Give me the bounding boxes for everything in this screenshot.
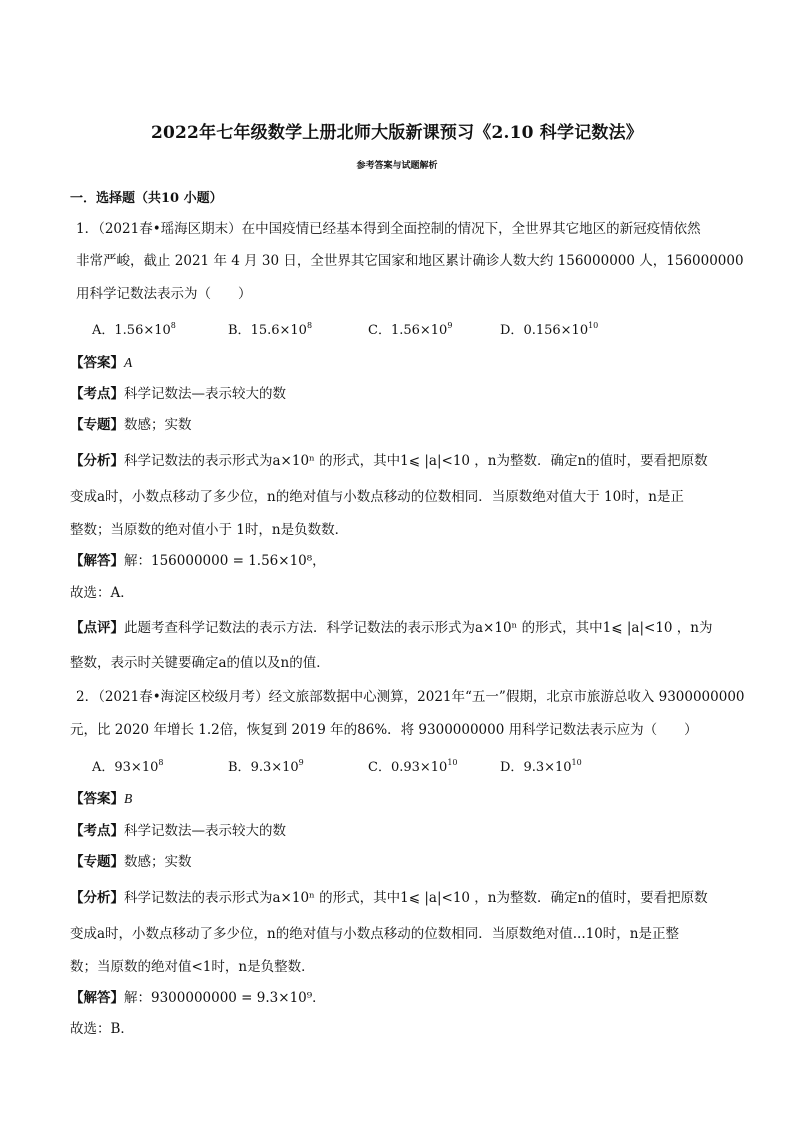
q2-option-c: C．$0.93\times 10^{10}$ [368,758,458,775]
q1-option-c: C．$1.56\times 10^9$ [368,321,453,338]
document-title: 2022年七年级数学上册北师大版新课预习《2.10 科学记数法》 [150,123,644,143]
q1-comment-line-1: 【点评】此题考查科学记数法的表示方法．科学记数法的表示形式为a×10ⁿ 的形式，其中1⩽ |a|<10 ，n为 [70,620,713,636]
q2-analysis-line-1: 【分析】科学记数法的表示形式为a×10ⁿ 的形式，其中1⩽ |a|<10 ，n为整数．确定n的值时，要看把原数 [70,890,708,906]
q1-stem-line-3: 用科学记数法表示为（ ） [76,286,252,302]
q2-choice: 故选：B． [70,1021,134,1037]
q1-option-b: B．$15.6\times 10^8$ [228,321,313,338]
section-heading: 一．选择题（共10 小题） [70,191,223,206]
q2-option-b: B．$9.3\times 10^9$ [228,758,304,775]
q2-stem-line-1: 2．（2021春•海淀区校级月考）经文旅部数据中心测算，2021年“五一”假期，北京市旅游总收入 9300000000 [76,689,745,705]
q1-answer: 【答案】A [70,355,133,371]
q2-stem-line-2: 元，比 2020 年增长 1.2倍，恢复到 2019 年的86%．将 9300000000 用科学记数法表示应为（ ） [70,722,698,738]
q1-solution: 【解答】解：156000000 = 1.56×10⁸， [70,553,326,569]
q2-solution: 【解答】解：9300000000 = 9.3×10⁹． [70,990,326,1006]
q1-option-a: A．$1.56\times 10^8$ [92,321,176,338]
q2-analysis-line-3: 数；当原数的绝对值<1时，n是负整数． [70,959,315,975]
document-subtitle: 参考答案与试题解析 [356,161,438,171]
q2-answer: 【答案】B [70,791,133,807]
q1-stem-line-1: 1．（2021春•瑶海区期末）在中国疫情已经基本得到全面控制的情况下，全世界其它地区的新冠疫情依然 [76,221,701,237]
q2-point: 【考点】科学记数法—表示较大的数 [70,823,286,839]
q1-point: 【考点】科学记数法—表示较大的数 [70,386,286,402]
q2-option-d: D．$9.3\times 10^{10}$ [500,758,582,775]
q1-analysis-line-3: 整数；当原数的绝对值小于 1时，n是负数数． [70,522,349,538]
q1-analysis-line-1: 【分析】科学记数法的表示形式为a×10ⁿ 的形式，其中1⩽ |a|<10 ，n为整数．确定n的值时，要看把原数 [70,453,708,469]
q2-analysis-line-2: 变成a时，小数点移动了多少位，n的绝对值与小数点移动的位数相同．当原数绝对值...10时，n是正整 [70,926,679,942]
q1-stem-line-2: 非常严峻，截止 2021 年 4 月 30 日，全世界其它国家和地区累计确诊人数大约 156000000 人，156000000 [76,253,744,269]
q1-topic: 【专题】数感；实数 [70,417,192,433]
q1-option-d: D．$0.156\times 10^{10}$ [500,321,599,338]
q2-option-a: A．$93\times 10^8$ [92,758,164,775]
q2-topic: 【专题】数感；实数 [70,854,192,870]
q1-comment-line-2: 整数，表示时关键要确定a的值以及n的值． [70,655,330,671]
q1-choice: 故选：A． [70,585,134,601]
q1-analysis-line-2: 变成a时，小数点移动了多少位，n的绝对值与小数点移动的位数相同．当原数绝对值大于 10时，n是正 [70,489,684,505]
